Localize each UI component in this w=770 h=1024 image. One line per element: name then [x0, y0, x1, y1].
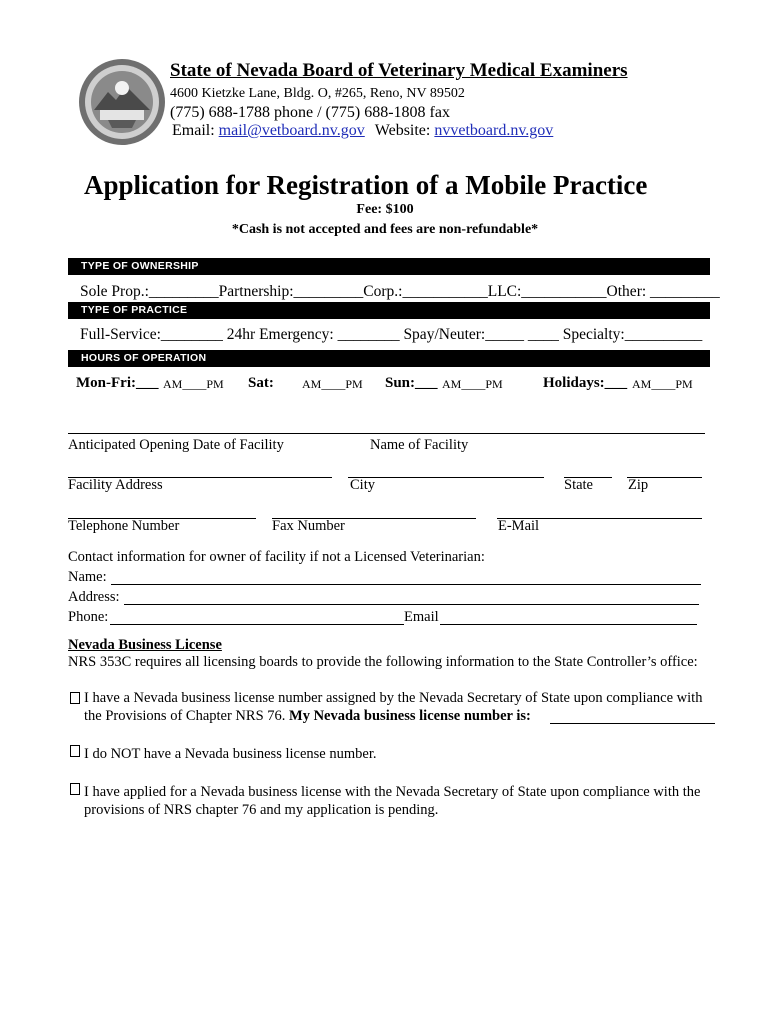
license-pending-checkbox[interactable]	[70, 783, 80, 795]
mon-fri-label[interactable]: Mon-Fri:___	[76, 375, 159, 391]
opening-date-label: Anticipated Opening Date of Facility	[68, 437, 284, 453]
sat-ampm[interactable]: AM____PM	[302, 377, 363, 391]
owner-address-label: Address:	[68, 589, 120, 605]
hours-section-header: HOURS OF OPERATION	[68, 350, 710, 367]
owner-phone-label: Phone:	[68, 609, 109, 625]
business-license-intro: NRS 353C requires all licensing boards to provide the following information to the State Controller’s office:	[68, 654, 698, 670]
city-line[interactable]	[348, 477, 544, 478]
owner-email-line[interactable]	[440, 624, 697, 625]
ownership-options-line[interactable]: Sole Prop.:_________Partnership:_________Corp.:___________LLC:___________Other: _________	[80, 283, 720, 300]
license-number-line[interactable]	[550, 723, 715, 724]
sat-label: Sat:	[248, 375, 274, 391]
document-title: Application for Registration of a Mobile Practice	[84, 170, 648, 200]
ownership-section-header: TYPE OF OWNERSHIP	[68, 258, 710, 275]
facility-name-label: Name of Facility	[370, 437, 469, 453]
license-assigned-text: I have a Nevada business license number assigned by the Nevada Secretary of State upon compliance with	[84, 690, 703, 706]
website-link[interactable]: nvvetboard.nv.gov	[434, 122, 554, 139]
fee-note: *Cash is not accepted and fees are non-refundable*	[231, 222, 539, 237]
business-license-heading: Nevada Business License	[68, 637, 222, 653]
no-license-text: I do NOT have a Nevada business license number.	[84, 746, 377, 762]
holidays-ampm[interactable]: AM____PM	[632, 377, 693, 391]
sun-label[interactable]: Sun:___	[385, 375, 438, 391]
board-phone-fax: (775) 688-1788 phone / (775) 688-1808 fax	[170, 104, 450, 121]
nevada-state-seal-icon	[78, 58, 166, 146]
owner-phone-line[interactable]	[110, 624, 404, 625]
email-field-label: E-Mail	[498, 518, 540, 534]
email-label: Email:	[172, 122, 215, 139]
board-contact-line	[172, 122, 553, 140]
board-name: State of Nevada Board of Veterinary Medical Examiners	[170, 60, 628, 81]
fee-amount: Fee: $100	[356, 202, 414, 217]
website-label: Website:	[374, 122, 431, 139]
license-assigned-text-line2	[84, 708, 531, 725]
sun-ampm[interactable]: AM____PM	[442, 377, 503, 391]
mon-fri-ampm[interactable]: AM____PM	[163, 377, 224, 391]
fax-label: Fax Number	[272, 518, 345, 534]
owner-email-label: Email	[404, 609, 439, 625]
license-pending-text-line2: provisions of NRS chapter 76 and my application is pending.	[84, 802, 439, 818]
opening-date-name-line[interactable]	[68, 433, 705, 434]
license-assigned-checkbox[interactable]	[70, 692, 80, 704]
owner-name-line[interactable]	[111, 584, 701, 585]
facility-address-label: Facility Address	[68, 477, 163, 493]
practice-options-line[interactable]: Full-Service:________ 24hr Emergency: ________ Spay/Neuter:_____ ____ Specialty:__________	[80, 326, 703, 343]
owner-address-line[interactable]	[124, 604, 699, 605]
zip-label: Zip	[628, 477, 649, 493]
no-license-checkbox[interactable]	[70, 745, 80, 757]
board-address: 4600 Kietzke Lane, Bldg. O, #265, Reno, NV 89502	[170, 86, 465, 101]
city-label: City	[350, 477, 375, 493]
license-assigned-provisions: the Provisions of Chapter NRS 76.	[84, 708, 286, 724]
owner-contact-intro: Contact information for owner of facility if not a Licensed Veterinarian:	[68, 549, 485, 565]
practice-section-header: TYPE OF PRACTICE	[68, 302, 710, 319]
license-number-label: My Nevada business license number is:	[289, 708, 531, 724]
telephone-label: Telephone Number	[68, 518, 180, 534]
holidays-label[interactable]: Holidays:___	[543, 375, 628, 391]
state-label: State	[564, 477, 593, 493]
owner-name-label: Name:	[68, 569, 107, 585]
license-pending-text: I have applied for a Nevada business license with the Nevada Secretary of State upon compliance with the	[84, 784, 701, 800]
email-link[interactable]: mail@vetboard.nv.gov	[218, 122, 365, 139]
